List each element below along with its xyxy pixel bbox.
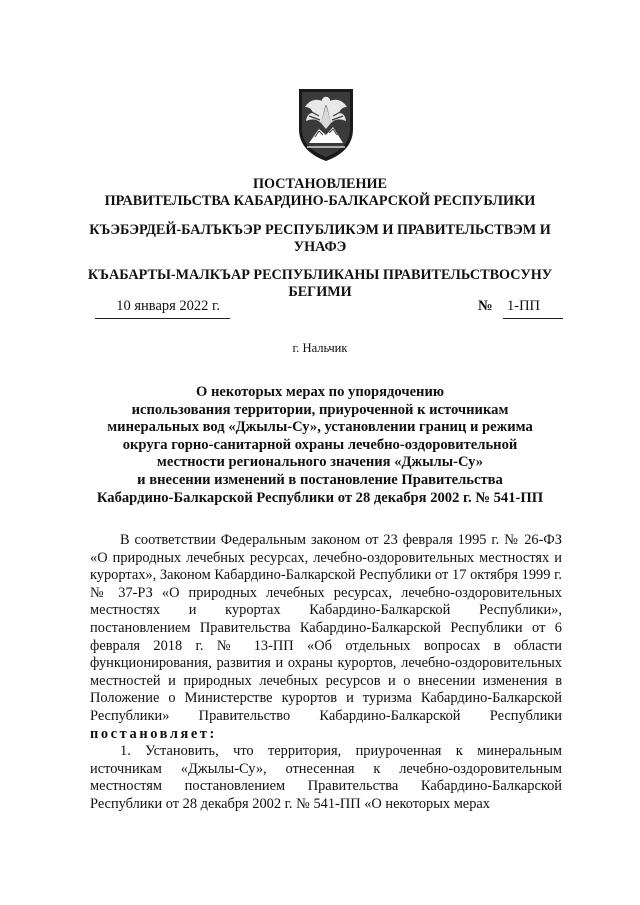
paragraph-preamble (90, 532, 562, 743)
title-line-2: использования территории, приуроченной к источникам (131, 401, 509, 418)
document-body (90, 532, 562, 814)
document-date-text: 10 января 2022 г. (116, 298, 220, 314)
document-number (478, 298, 563, 318)
document-date (95, 298, 230, 319)
number-value: 1-ПП (507, 298, 541, 314)
title-line-6: и внесении изменений в постановление Правительства (137, 471, 503, 488)
preamble-text: В соответствии Федеральным законом от 23 февраля 1995 г. № 26-ФЗ «О природных лечебных ресурсах, лечебно-оздоровительных местностях и курортах», Законом Кабардино-Балкарской Республики от 17 октября 1999 г. № 37-РЗ «О природных лечебных ресурсах, лечебно-оздоровительных местностях и курортах Кабардино-Балкарской Республики», постановлением Правительства Кабардино-Балкарской Республики от 6 февраля 2018 г. № 13-ПП «Об отдельных вопросах в области функционирования, развития и охраны курортов, лечебно-оздоровительных местностей и природных лечебных ресурсов и о внесении изменения в Положение о Министерстве курортов и туризма Кабардино-Балкарской Республики» Правительство Кабардино-Балкарской Республики (90, 532, 562, 724)
header-line-1: ПОСТАНОВЛЕНИЕ (252, 176, 388, 192)
header-kabardian-line-1: КЪЭБЭРДЕЙ-БАЛЪКЪЭР РЕСПУБЛИКЭМ И ПРАВИТЕЛЬСТВЭМ И (89, 222, 551, 238)
header-balkar-line-2: БЕГИМИ (288, 284, 352, 300)
number-sign: № (478, 298, 493, 314)
coat-of-arms-icon (293, 83, 359, 163)
header-kabardian (60, 222, 580, 256)
title-line-4: округа горно-санитарной охраны лечебно-оздоровительной (122, 436, 518, 453)
paragraph-item-1: 1. Установить, что территория, приуроченная к минеральным источникам «Джылы-Су», отнесенная к лечебно-оздоровительным местностям постановлением Правительства Кабардино-Балкарской Республики от 28 декабря 2002 г. № 541-ПП «О некоторых мерах (90, 743, 562, 812)
number-field (503, 298, 563, 319)
header-balkar (60, 267, 580, 301)
title-line-5: местности регионального значения «Джылы-Су» (156, 454, 484, 471)
decree-word: постановляет: (90, 725, 217, 742)
header-kabardian-line-2: УНАФЭ (293, 239, 347, 255)
title-line-1: О некоторых мерах по упорядочению (195, 384, 445, 400)
title-line-3: минеральных вод «Джылы-Су», установлении границ и режима (107, 419, 533, 436)
document-city: г. Нальчик (292, 341, 348, 355)
header-balkar-line-1: КЪАБАРТЫ-МАЛКЪАР РЕСПУБЛИКАНЫ ПРАВИТЕЛЬСТВОСУНУ (87, 267, 553, 283)
document-header (60, 176, 580, 210)
document-title (60, 384, 580, 507)
header-line-2: ПРАВИТЕЛЬСТВА КАБАРДИНО-БАЛКАРСКОЙ РЕСПУБЛИКИ (104, 193, 536, 209)
title-line-7: Кабардино-Балкарской Республики от 28 декабря 2002 г. № 541-ПП (96, 489, 544, 506)
